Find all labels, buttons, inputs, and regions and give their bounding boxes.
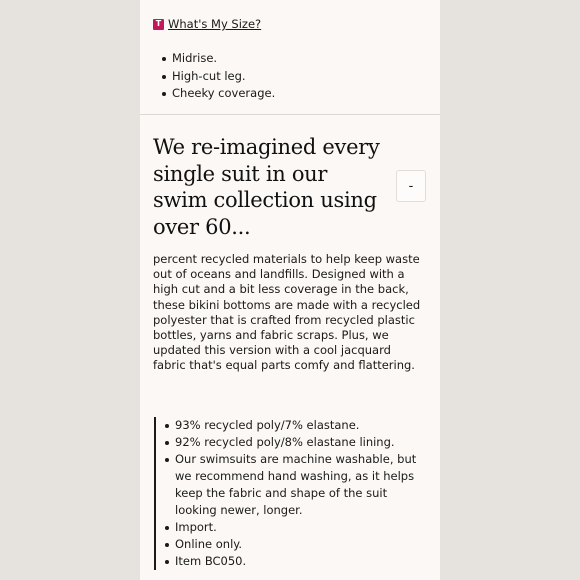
feature-item: Midrise. bbox=[162, 50, 422, 68]
description-text: percent recycled materials to help keep waste out of oceans and landfills. Designed with a high cut and a bit less coverage in the back, these bikini bottoms are made with a recycled polyester that is crafted from recycled plastic bottles, yarns and fabric scraps. Plus, we updated this version with a cool jacquard fabric that's equal parts comfy and flattering. bbox=[153, 252, 421, 373]
details-list bbox=[165, 417, 424, 570]
collapse-toggle-button[interactable]: - bbox=[396, 170, 426, 202]
details-item: Import. bbox=[165, 519, 424, 536]
size-guide-row[interactable] bbox=[153, 17, 261, 31]
details-block bbox=[154, 417, 424, 570]
product-details-panel bbox=[140, 0, 440, 580]
feature-item: Cheeky coverage. bbox=[162, 85, 422, 103]
section-divider bbox=[140, 114, 440, 115]
size-guide-icon: T bbox=[153, 19, 164, 30]
details-item: Item BC050. bbox=[165, 553, 424, 570]
feature-item: High-cut leg. bbox=[162, 68, 422, 86]
feature-list bbox=[162, 50, 422, 103]
details-item: Our swimsuits are machine washable, but we recommend hand washing, as it helps keep the fabric and shape of the suit looking newer, longer. bbox=[165, 451, 424, 519]
details-item: 93% recycled poly/7% elastane. bbox=[165, 417, 424, 434]
description-headline: We re-imagined every single suit in our swim collection using over 60... bbox=[153, 135, 380, 239]
details-item: 92% recycled poly/8% elastane lining. bbox=[165, 434, 424, 451]
details-item: Online only. bbox=[165, 536, 424, 553]
whats-my-size-link[interactable]: What's My Size? bbox=[168, 17, 262, 31]
